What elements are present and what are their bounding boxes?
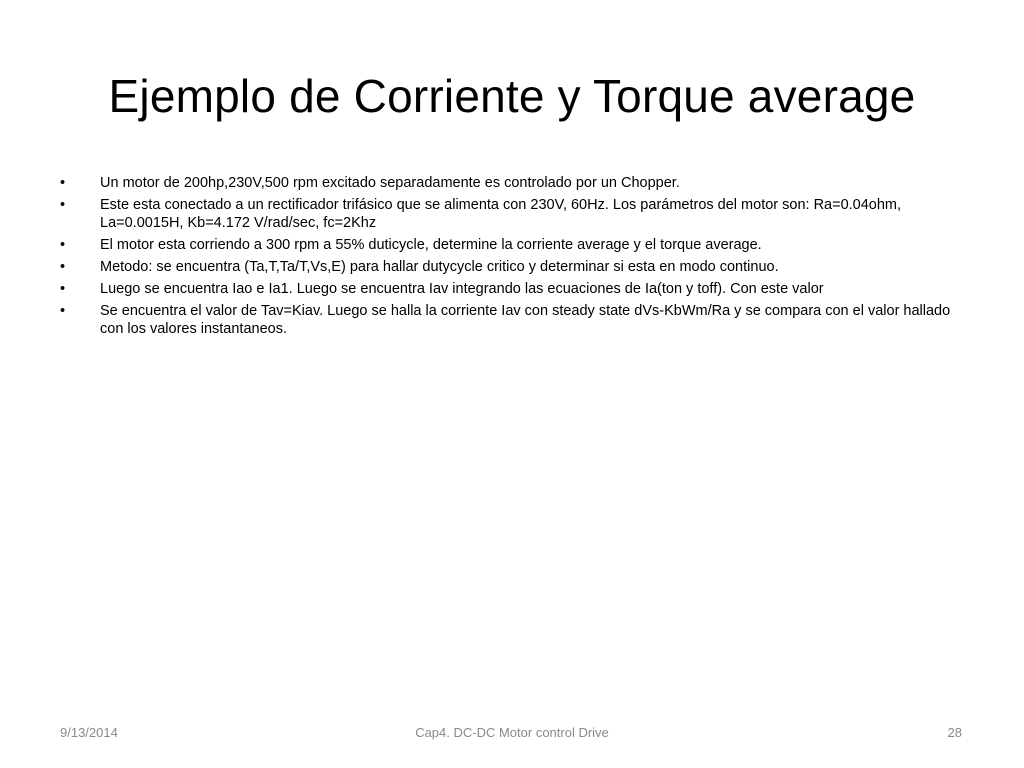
bullet-text: El motor esta corriendo a 300 rpm a 55% duticycle, determine la corriente average y el torque average. xyxy=(100,237,762,253)
bullet-item xyxy=(60,236,970,254)
bullet-text: Se encuentra el valor de Tav=Kiav. Luego se halla la corriente Iav con steady state dVs-KbWm/Ra y se compara con el valor hallado con los valores instantaneos. xyxy=(100,303,951,337)
slide-title: Ejemplo de Corriente y Torque average xyxy=(108,70,916,122)
bullet-dot: • xyxy=(60,259,66,275)
bullet-dot: • xyxy=(60,197,66,213)
bullet-list xyxy=(60,174,970,342)
bullet-dot: • xyxy=(60,281,66,297)
footer-title: Cap4. DC-DC Motor control Drive xyxy=(415,725,609,740)
bullet-dot: • xyxy=(60,303,66,319)
bullet-item xyxy=(60,280,970,298)
page-number: 28 xyxy=(947,725,962,740)
bullet-dot: • xyxy=(60,175,66,191)
bullet-text: Un motor de 200hp,230V,500 rpm excitado separadamente es controlado por un Chopper. xyxy=(100,175,680,191)
bullet-text: Este esta conectado a un rectificador trifásico que se alimenta con 230V, 60Hz. Los parámetros del motor son: Ra=0.04ohm, La=0.0015H, Kb=4.172 V/rad/sec, fc=2Khz xyxy=(100,197,902,231)
bullet-item xyxy=(60,258,970,276)
bullet-dot: • xyxy=(60,237,66,253)
bullet-text: Metodo: se encuentra (Ta,T,Ta/T,Vs,E) para hallar dutycycle critico y determinar si esta en modo continuo. xyxy=(100,259,779,275)
bullet-item xyxy=(60,302,970,338)
bullet-item xyxy=(60,196,970,232)
bullet-item xyxy=(60,174,970,192)
bullet-text: Luego se encuentra Iao e Ia1. Luego se encuentra Iav integrando las ecuaciones de Ia(ton y toff). Con este valor xyxy=(100,281,824,297)
footer-date: 9/13/2014 xyxy=(60,725,118,740)
